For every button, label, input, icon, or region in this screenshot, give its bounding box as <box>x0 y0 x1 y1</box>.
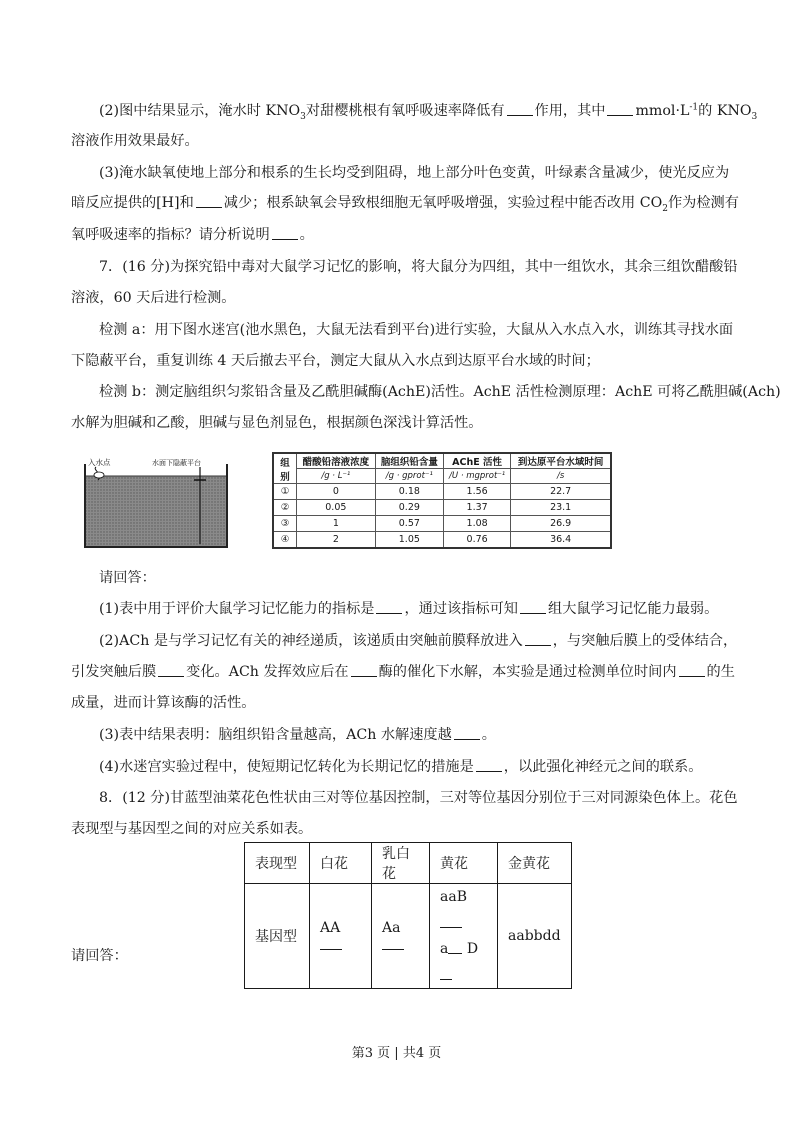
table-cell: 0.57 <box>375 516 443 532</box>
table-unit: /g · L⁻¹ <box>297 469 376 484</box>
answer-blank[interactable] <box>440 914 462 928</box>
table-cell: 23.1 <box>511 500 611 516</box>
table-cell: aabbdd <box>498 884 572 989</box>
text: 暗反应提供的[H]和 <box>71 195 194 211</box>
q7-sub4 <box>99 757 727 777</box>
q8-line1: 8．(12 分)甘蓝型油菜花色性状由三对等位基因控制，三对等位基因分别位于三对同源染色体上。花色 <box>99 790 738 806</box>
text: a <box>440 941 449 957</box>
q7-prompt: 请回答： <box>99 570 156 586</box>
table-header: 基因型 <box>245 884 310 989</box>
text: 酶的催化下水解，本实验是通过检测单位时间内 <box>378 664 677 680</box>
table-header: 脑组织铅含量 <box>375 453 443 469</box>
text: 氧呼吸速率的指标？请分析说明 <box>71 227 270 243</box>
text: (2)ACh 是与学习记忆有关的神经递质，该递质由突触前膜释放进入 <box>99 633 523 649</box>
q7-test-a-line1: 检测 a：用下图水迷宫(池水黑色，大鼠无法看到平台)进行实验，大鼠从入水点入水，训练其寻找水面 <box>99 322 734 338</box>
answer-blank[interactable] <box>507 101 533 116</box>
table-cell: 0.05 <box>297 500 376 516</box>
answer-blank[interactable] <box>272 225 298 240</box>
table-cell: ① <box>273 484 297 500</box>
text: 减少；根系缺氧会导致根细胞无氧呼吸增强，实验过程中能否改用 CO <box>223 195 663 211</box>
table-cell: ④ <box>273 532 297 549</box>
answer-blank[interactable] <box>607 101 633 116</box>
q6-p3-line3 <box>71 225 727 245</box>
answer-blank[interactable] <box>351 662 377 677</box>
text: (4)水迷宫实验过程中，使短期记忆转化为长期记忆的措施是 <box>99 759 474 775</box>
table-unit: /s <box>511 469 611 484</box>
table-cell: 1.05 <box>375 532 443 549</box>
table-cell: ② <box>273 500 297 516</box>
text: 变化。ACh 发挥效应后在 <box>186 664 349 680</box>
text: AA <box>320 919 341 936</box>
text: (3)表中结果表明：脑组织铅含量越高，ACh 水解速度越 <box>99 727 452 743</box>
table-cell: 1.37 <box>443 500 510 516</box>
text: mmol·L <box>635 103 690 119</box>
table-cell: 2 <box>297 532 376 549</box>
text: ，通过该指标可知 <box>404 601 518 617</box>
q8-prompt: 请回答： <box>71 948 128 964</box>
answer-blank[interactable] <box>679 662 705 677</box>
table-row <box>245 884 572 989</box>
table-cell: 1.56 <box>443 484 510 500</box>
table-cell <box>372 884 430 989</box>
answer-blank[interactable] <box>454 725 480 740</box>
answer-blank[interactable] <box>520 599 546 614</box>
table-cell: 0.76 <box>443 532 510 549</box>
subscript: 3 <box>300 111 306 122</box>
answer-blank[interactable] <box>476 757 502 772</box>
q7-test-a-line2: 下隐蔽平台，重复训练 4 天后撤去平台，测定大鼠从入水点到达原平台水域的时间； <box>71 353 600 369</box>
text: ，以此强化神经元之间的联系。 <box>503 759 703 775</box>
q6-p3-line2 <box>71 193 739 214</box>
genotype-line <box>440 884 487 936</box>
text: 作用，其中 <box>534 103 606 119</box>
table-header: 白花 <box>310 843 372 884</box>
text: 。 <box>481 727 496 743</box>
table-cell: ③ <box>273 516 297 532</box>
water-maze-figure <box>82 456 234 550</box>
answer-blank[interactable] <box>376 599 402 614</box>
answer-blank[interactable] <box>196 193 222 208</box>
text: 组大鼠学习记忆能力最弱。 <box>548 601 719 617</box>
table-header: 表现型 <box>245 843 310 884</box>
table-header: 乳白花 <box>372 843 430 884</box>
table-cell: 0.18 <box>375 484 443 500</box>
table-cell: 22.7 <box>511 484 611 500</box>
table-header: AChE 活性 <box>443 453 510 469</box>
text: 的 KNO <box>698 103 752 119</box>
text: (1)表中用于评价大鼠学习记忆能力的指标是 <box>99 601 375 617</box>
text: 引发突触后膜 <box>71 664 157 680</box>
table-cell: 26.9 <box>511 516 611 532</box>
table-cell: 1 <box>297 516 376 532</box>
q6-p3-line1: (3)淹水缺氧使地上部分和根系的生长均受到阻碍，地上部分叶色变黄，叶绿素含量减少，使光反应为 <box>99 165 730 181</box>
table-row <box>273 500 611 516</box>
q7-sub3 <box>99 725 727 745</box>
text: ，与突触后膜上的受体结合， <box>552 633 738 649</box>
q7-sub1 <box>99 599 727 619</box>
table-row <box>245 843 572 884</box>
q7-sub2-line1 <box>99 631 738 651</box>
table-row <box>273 484 611 500</box>
superscript: -1 <box>689 102 699 113</box>
q7-intro-line2: 溶液，60 天后进行检测。 <box>71 290 236 306</box>
pool-water <box>86 476 226 546</box>
answer-blank[interactable] <box>440 966 452 980</box>
subscript: 2 <box>662 203 668 214</box>
q7-sub2-line2 <box>71 662 735 682</box>
text: 作为检测有 <box>667 195 739 211</box>
page-footer: 第3 页 | 共4 页 <box>351 1046 442 1061</box>
q7-test-b-line1: 检测 b：测定脑组织匀浆铅含量及乙酰胆碱酶(AchE)活性。AchE 活性检测原理：AchE 可将乙酰胆碱(Ach) <box>99 384 781 400</box>
text: 对甜樱桃根有氧呼吸速率降低有 <box>305 103 505 119</box>
table-cell <box>430 884 498 989</box>
table-unit: /g · gprot⁻¹ <box>375 469 443 484</box>
table-row <box>273 532 611 549</box>
entry-point-label: 入水点 <box>88 458 111 467</box>
table-cell: 0 <box>297 484 376 500</box>
table-row <box>273 516 611 532</box>
q7-test-b-line2: 水解为胆碱和乙酸，胆碱与显色剂显色，根据颜色深浅计算活性。 <box>71 415 483 431</box>
table-header: 黄花 <box>430 843 498 884</box>
answer-blank[interactable] <box>158 662 184 677</box>
table-unit: /U · mgprot⁻¹ <box>443 469 510 484</box>
q6-p2-line1 <box>99 101 758 122</box>
table-header: 组别 <box>273 453 297 484</box>
text: aaB <box>440 889 467 905</box>
rat-icon <box>94 472 104 478</box>
q7-intro-line1: 7．(16 分)为探究铅中毒对大鼠学习记忆的影响，将大鼠分为四组，其中一组饮水，其余三组饮醋酸铅 <box>99 259 738 275</box>
subscript: 3 <box>751 111 758 122</box>
table-cell: 0.29 <box>375 500 443 516</box>
table-header: 醋酸铅溶液浓度 <box>297 453 376 469</box>
table-cell: 1.08 <box>443 516 510 532</box>
text: 。 <box>299 227 314 243</box>
table-header: 金黄花 <box>498 843 572 884</box>
platform-label: 水面下隐蔽平台 <box>152 459 201 467</box>
text: 的生 <box>706 664 735 680</box>
text: (2)图中结果显示，淹水时 KNO <box>99 103 301 119</box>
text: Aa <box>382 919 401 936</box>
table-cell: 36.4 <box>511 532 611 549</box>
table-cell <box>310 884 372 989</box>
table-header: 到达原平台水域时间 <box>511 453 611 469</box>
q7-sub2-line3: 成量，进而计算该酶的活性。 <box>71 695 256 711</box>
genotype-table <box>244 842 572 989</box>
text: D <box>466 941 479 957</box>
q8-line2: 表现型与基因型之间的对应关系如表。 <box>71 821 313 837</box>
answer-blank[interactable] <box>525 631 551 646</box>
lead-data-table <box>272 452 612 549</box>
q6-p2-line2: 溶液作用效果最好。 <box>71 133 199 149</box>
